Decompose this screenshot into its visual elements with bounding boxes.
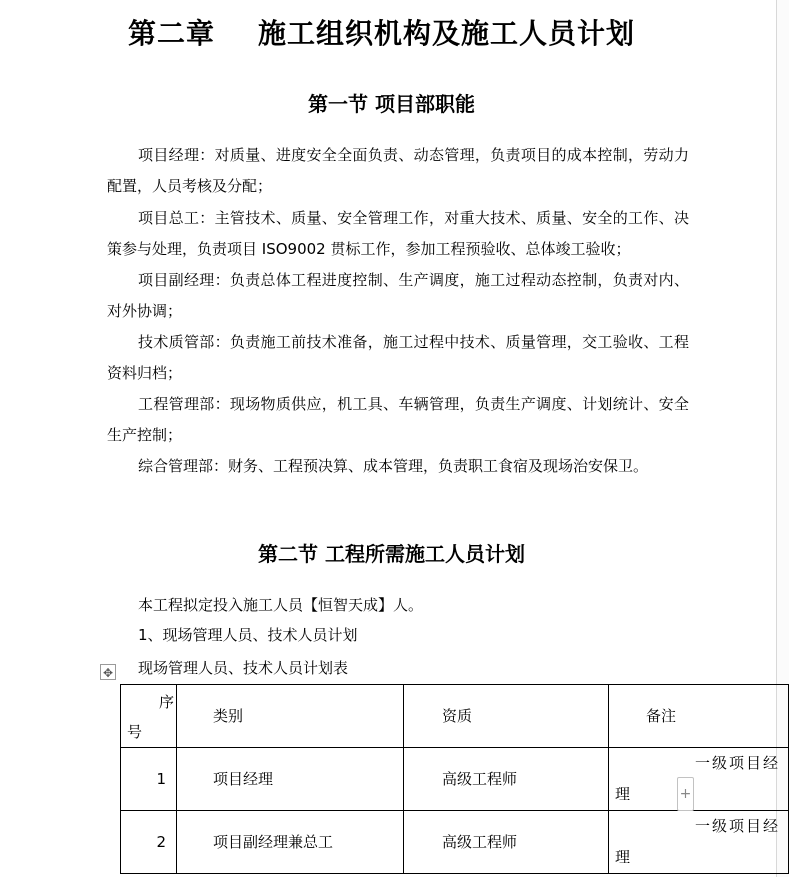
chapter-title: 第二章 施工组织机构及施工人员计划	[128, 17, 635, 50]
cell-note-bottom: 理	[615, 785, 631, 803]
header-cell-type: 类别	[177, 685, 404, 748]
staffing-intro: 本工程拟定投入施工人员【恒智天成】人。	[138, 596, 424, 614]
paragraph-engineering-dept: 工程管理部：现场物质供应，机工具、车辆管理，负责生产调度、计划统计、安全生产控制；	[107, 395, 689, 444]
section-title-2: 第二节 工程所需施工人员计划	[258, 542, 525, 566]
table-header-row	[121, 685, 789, 748]
header-no-bottom: 号	[127, 723, 143, 741]
paragraph-general-admin-dept: 综合管理部：财务、工程预决算、成本管理，负责职工食宿及现场治安保卫。	[138, 457, 649, 475]
table-row	[121, 811, 789, 874]
cell-note-top: 一级项目经	[694, 754, 780, 772]
cell-note-bottom: 理	[615, 848, 631, 866]
paragraph-chief-engineer: 项目总工：主管技术、质量、安全管理工作，对重大技术、质量、安全的工作、决策参与处理，负责项目 ISO9002 贯标工作，参加工程预验收、总体竣工验收；	[107, 209, 689, 258]
paragraph-project-manager: 项目经理：对质量、进度安全全面负责、动态管理，负责项目的成本控制，劳动力配置，人员考核及分配；	[107, 146, 689, 195]
section-title-1: 第一节 项目部职能	[308, 92, 475, 116]
cell-qualification: 高级工程师	[404, 748, 609, 811]
cell-type: 项目经理	[177, 748, 404, 811]
list-item-1: 1、现场管理人员、技术人员计划	[138, 626, 358, 644]
plus-icon[interactable]: +	[677, 777, 694, 811]
header-cell-note: 备注	[609, 685, 789, 748]
cell-note-top: 一级项目经	[694, 817, 780, 835]
cell-note	[609, 811, 789, 874]
cell-no: 1	[121, 748, 177, 811]
header-no-top: 序	[158, 693, 174, 711]
cell-no: 2	[121, 811, 177, 874]
paragraph-deputy-manager: 项目副经理：负责总体工程进度控制、生产调度，施工过程动态控制，负责对内、对外协调；	[107, 271, 689, 320]
move-icon[interactable]: ✥	[100, 664, 116, 680]
paragraph-tech-quality-dept: 技术质管部：负责施工前技术准备，施工过程中技术、质量管理，交工验收、工程资料归档；	[107, 333, 689, 382]
header-cell-no	[121, 685, 177, 748]
cell-qualification: 高级工程师	[404, 811, 609, 874]
cell-note	[609, 748, 789, 811]
cell-type: 项目副经理兼总工	[177, 811, 404, 874]
table-caption: 现场管理人员、技术人员计划表	[138, 659, 349, 677]
header-cell-qualification: 资质	[404, 685, 609, 748]
